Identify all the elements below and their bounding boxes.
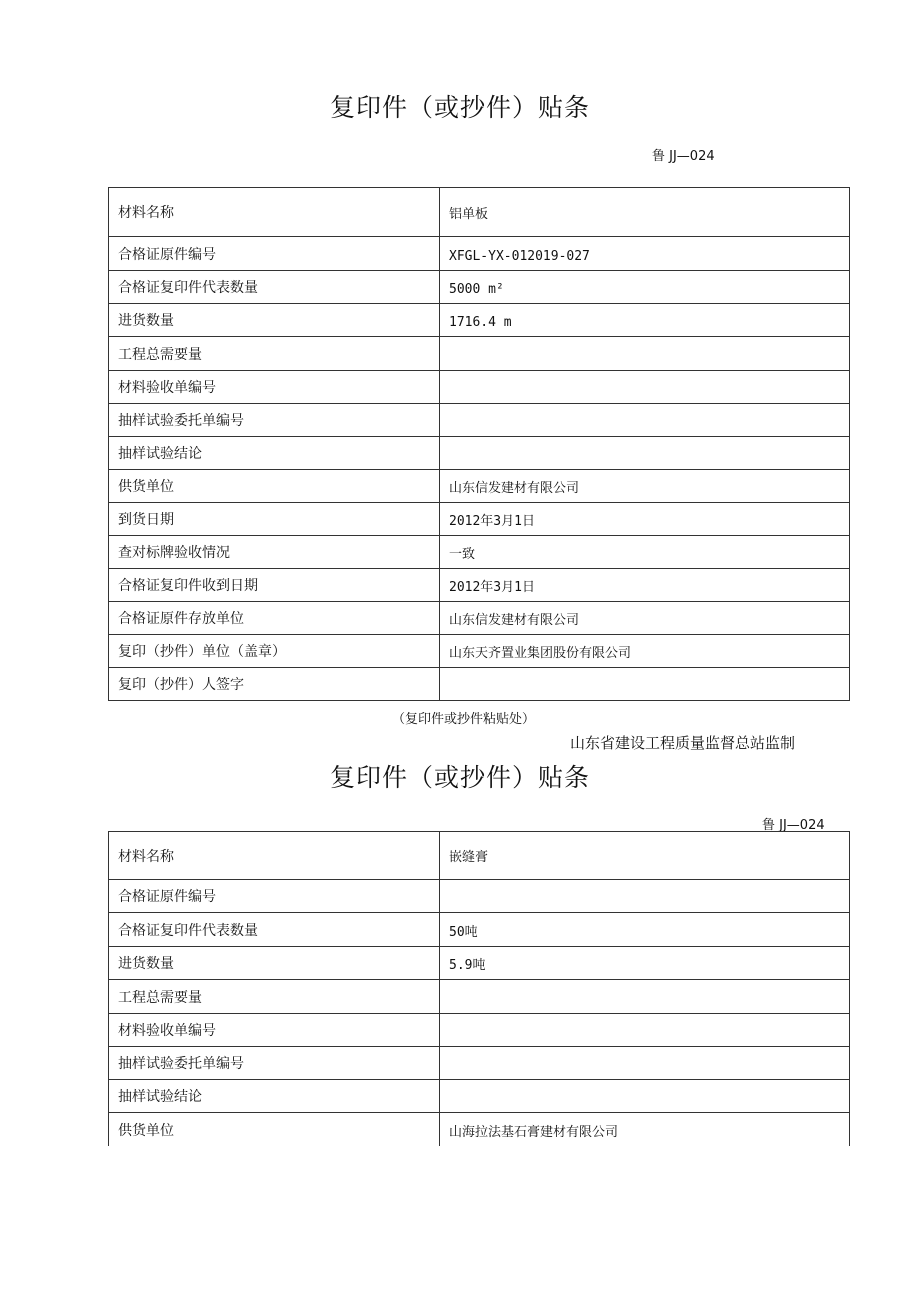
- supervisor-note: 山东省建设工程质量监督总站监制: [570, 734, 796, 752]
- table-row: [109, 947, 850, 980]
- table-row: [109, 371, 850, 404]
- field-value: 山东信发建材有限公司: [440, 602, 850, 635]
- field-value: XFGL-YX-012019-027: [440, 237, 850, 271]
- table-row: [109, 980, 850, 1014]
- field-label: 抽样试验结论: [109, 1080, 440, 1113]
- table-row: [109, 668, 850, 701]
- table-row: [109, 1113, 850, 1146]
- form-1-code: 鲁 JJ—024: [652, 149, 715, 164]
- field-label: 进货数量: [109, 304, 440, 337]
- table-row: [109, 602, 850, 635]
- table-row: [109, 304, 850, 337]
- field-label: 工程总需要量: [109, 337, 440, 371]
- field-value: [440, 980, 850, 1014]
- field-label: 进货数量: [109, 947, 440, 980]
- field-value: [440, 437, 850, 470]
- field-label: 材料验收单编号: [109, 1014, 440, 1047]
- field-label: 抽样试验委托单编号: [109, 1047, 440, 1080]
- field-label: 材料名称: [109, 832, 440, 880]
- field-label: 合格证复印件代表数量: [109, 271, 440, 304]
- table-row: [109, 536, 850, 569]
- table-row: [109, 404, 850, 437]
- field-value: [440, 337, 850, 371]
- table-row: [109, 437, 850, 470]
- table-row: [109, 503, 850, 536]
- field-value: 山东天齐置业集团股份有限公司: [440, 635, 850, 668]
- field-value: 5000 m²: [440, 271, 850, 304]
- field-value: 山海拉法基石膏建材有限公司: [440, 1113, 850, 1146]
- field-label: 供货单位: [109, 1113, 440, 1146]
- field-label: 到货日期: [109, 503, 440, 536]
- field-value: [440, 1014, 850, 1047]
- table-row: [109, 337, 850, 371]
- form-1-title: 复印件（或抄件）贴条: [329, 93, 590, 122]
- table-row: [109, 635, 850, 668]
- field-label: 合格证原件存放单位: [109, 602, 440, 635]
- form-1-table: [108, 187, 850, 701]
- field-value: 2012年3月1日: [440, 569, 850, 602]
- field-label: 材料名称: [109, 188, 440, 237]
- field-label: 合格证原件编号: [109, 237, 440, 271]
- field-value: [440, 404, 850, 437]
- field-value: 山东信发建材有限公司: [440, 470, 850, 503]
- table-row: [109, 1080, 850, 1113]
- field-value: 1716.4 m: [440, 304, 850, 337]
- form-2-title: 复印件（或抄件）贴条: [329, 763, 590, 792]
- table-row: [109, 470, 850, 503]
- table-row: [109, 271, 850, 304]
- form-2-code: 鲁 JJ—024: [762, 818, 825, 833]
- field-label: 抽样试验结论: [109, 437, 440, 470]
- field-label: 复印（抄件）单位（盖章）: [109, 635, 440, 668]
- field-label: 合格证复印件收到日期: [109, 569, 440, 602]
- field-label: 供货单位: [109, 470, 440, 503]
- field-value: 一致: [440, 536, 850, 569]
- field-value: 5.9吨: [440, 947, 850, 980]
- field-value: [440, 668, 850, 701]
- field-label: 抽样试验委托单编号: [109, 404, 440, 437]
- field-value: [440, 1047, 850, 1080]
- field-label: 合格证原件编号: [109, 880, 440, 913]
- field-label: 合格证复印件代表数量: [109, 913, 440, 947]
- field-value: 嵌缝膏: [440, 832, 850, 880]
- table-row: [109, 237, 850, 271]
- paste-note: （复印件或抄件粘贴处）: [392, 712, 536, 727]
- table-row: [109, 569, 850, 602]
- table-row: [109, 913, 850, 947]
- field-value: 铝单板: [440, 188, 850, 237]
- field-value: [440, 371, 850, 404]
- table-row: [109, 1047, 850, 1080]
- field-value: [440, 1080, 850, 1113]
- field-label: 工程总需要量: [109, 980, 440, 1014]
- form-2-table: [108, 831, 850, 1146]
- table-row: [109, 188, 850, 237]
- table-row: [109, 1014, 850, 1047]
- field-value: [440, 880, 850, 913]
- field-value: 2012年3月1日: [440, 503, 850, 536]
- field-label: 查对标牌验收情况: [109, 536, 440, 569]
- table-row: [109, 880, 850, 913]
- field-value: 50吨: [440, 913, 850, 947]
- table-row: [109, 832, 850, 880]
- field-label: 材料验收单编号: [109, 371, 440, 404]
- field-label: 复印（抄件）人签字: [109, 668, 440, 701]
